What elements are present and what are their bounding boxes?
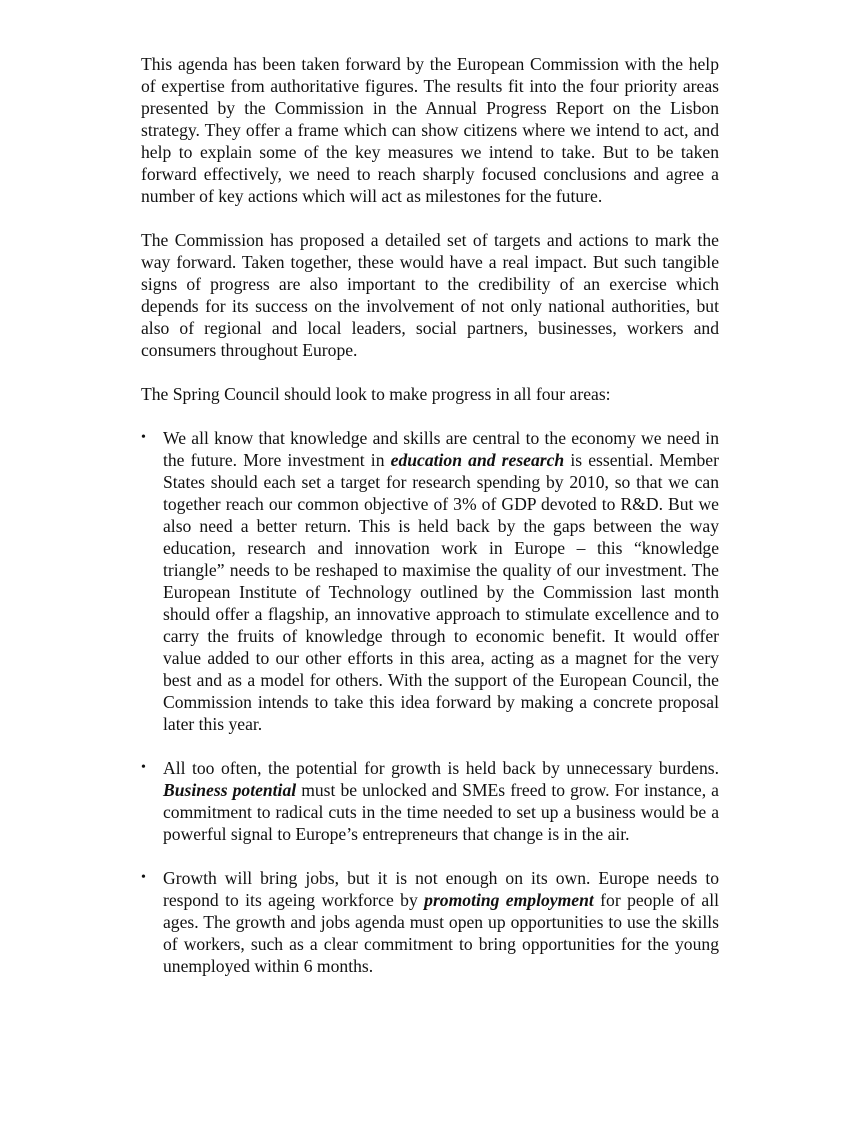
bullet-text-before: We all know that knowledge and skills are central to the economy we need in the future. More investment in [163, 428, 719, 470]
bullet-text-before: All too often, the potential for growth is held back by unnecessary burdens. [163, 758, 719, 778]
paragraph-targets: The Commission has proposed a detailed set of targets and actions to mark the way forward. Taken together, these would have a real impact. But such tangible signs of progress are also important to the credibility of an exercise which depends for its success on the involvement of not only national authorities, but also of regional and local leaders, social partners, businesses, workers and consumers throughout Europe. [141, 230, 719, 360]
list-item [141, 757, 719, 845]
bullet-emphasis: Business potential [163, 780, 297, 800]
bullet-text-after: is essential. Member States should each set a target for research spending by 2010, so that we can together reach our common objective of 3% of GDP devoted to R&D. But we also need a better return. This is held back by the gaps between the way education, research and innovation work in Europe – this “knowledge triangle” needs to be reshaped to maximise the quality of our investment. The European Institute of Technology outlined by the Commission last month should offer a flagship, an innovative approach to stimulate excellence and to carry the fruits of knowledge through to economic benefit. It would offer value added to our other efforts in this area, acting as a magnet for the very best and as a model for others. With the support of the European Council, the Commission intends to take this idea forward by making a concrete proposal later this year. [163, 450, 719, 734]
bullet-icon: • [141, 430, 146, 445]
bullet-text-after: must be unlocked and SMEs freed to grow. For instance, a commitment to radical cuts in the time needed to set up a business would be a powerful signal to Europe’s entrepreneurs that change is in the air. [163, 780, 719, 844]
bullet-emphasis: promoting employment [424, 890, 594, 910]
list-item [141, 867, 719, 977]
bullet-emphasis: education and research [390, 450, 565, 470]
bullet-icon: • [141, 760, 146, 775]
bullet-icon: • [141, 870, 146, 885]
paragraph-spring-council: The Spring Council should look to make progress in all four areas: [141, 384, 611, 404]
bullet-text-before: Growth will bring jobs, but it is not enough on its own. Europe needs to respond to its ageing workforce by [163, 868, 719, 910]
bullet-text-after: for people of all ages. The growth and jobs agenda must open up opportunities to use the skills of workers, such as a clear commitment to bring opportunities for the young unemployed within 6 months. [163, 890, 719, 976]
list-item [141, 427, 719, 735]
priority-list [141, 427, 719, 977]
document-page [141, 53, 719, 999]
paragraph-agenda: This agenda has been taken forward by the European Commission with the help of expertise from authoritative figures. The results fit into the four priority areas presented by the Commission in the Annual Progress Report on the Lisbon strategy. They offer a frame which can show citizens where we intend to act, and help to explain some of the key measures we intend to take. But to be taken forward effectively, we need to reach sharply focused conclusions and agree a number of key actions which will act as milestones for the future. [141, 54, 719, 206]
